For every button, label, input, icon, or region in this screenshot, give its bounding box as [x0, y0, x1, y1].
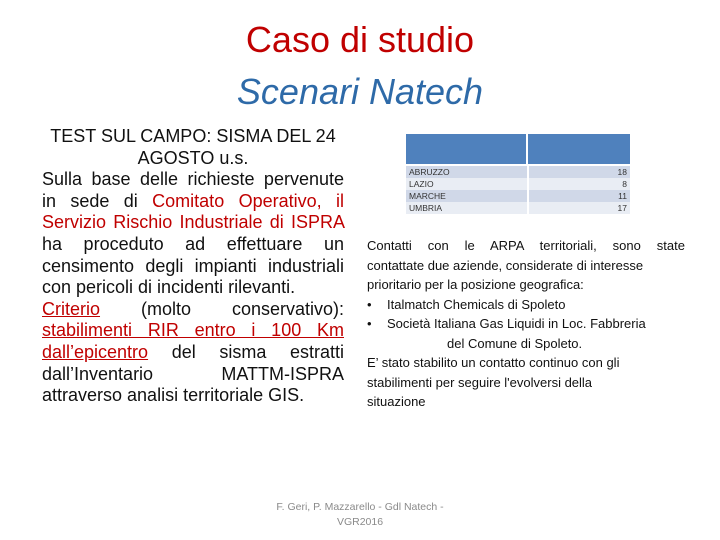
region-name: LAZIO: [406, 178, 529, 190]
p1-text-c: ha proceduto ad effettuare un censimento degli impianti industriali con pericoli di incidenti rilevanti.: [42, 233, 344, 298]
slide-footer: [270, 500, 450, 530]
p1-highlight: Comitato Operativo, il Servizio Rischio Industriale di ISPRA: [42, 190, 344, 233]
table-header-cell: [528, 134, 630, 164]
bullet-icon: •: [367, 296, 372, 312]
left-paragraph-1: [42, 169, 344, 299]
table-row: [406, 190, 630, 202]
left-paragraph-2: [42, 299, 344, 407]
bullet-item-2: [367, 314, 685, 334]
bullet-item-2-continuation: del Comune di Spoleto.: [447, 335, 583, 351]
region-count: 18: [529, 166, 630, 178]
region-count: 11: [529, 190, 630, 202]
right-line-6: situazione: [367, 394, 426, 409]
table-header: [406, 134, 630, 164]
right-line-3: prioritario per la posizione geografica:: [367, 277, 584, 292]
table-row: [406, 178, 630, 190]
p1-text-a: Sulla base delle richieste pervenute in sede di: [42, 169, 344, 211]
right-line-4: E’ stato stabilito un contatto continuo con gli: [367, 355, 620, 370]
slide-title: Caso di studio: [245, 19, 475, 60]
region-name: UMBRIA: [406, 202, 529, 214]
left-text-block: [42, 126, 344, 407]
table-row: [406, 202, 630, 214]
slide-subtitle: Scenari Natech: [236, 71, 484, 112]
right-text-block: [367, 236, 685, 412]
right-line-1: Contatti con le ARPA territoriali, sono state: [367, 238, 685, 253]
left-heading: TEST SUL CAMPO: SISMA DEL 24 AGOSTO u.s.: [50, 126, 336, 168]
footer-event: VGR2016: [336, 516, 384, 528]
right-line-2: contattate due aziende, considerate di interesse: [367, 257, 644, 273]
p2-text-b: (molto conservativo):: [100, 298, 344, 319]
p2-highlight: stabilimenti RIR entro i 100 Km dall’epicentro: [42, 320, 344, 362]
right-line-5: stabilimenti per seguire l'evolversi della: [367, 374, 593, 390]
region-name: MARCHE: [406, 190, 529, 202]
footer-authors: F. Geri, P. Mazzarello - Gdl Natech -: [276, 501, 444, 513]
bullet-icon: •: [367, 316, 372, 331]
p2-criterio: Criterio: [42, 298, 101, 319]
bullet-text: Italmatch Chemicals di Spoleto: [387, 296, 566, 312]
table-header-cell: [406, 134, 528, 164]
p2-text-d: del sisma estratti dall’Inventario MATTM-ISPRA attraverso analisi territoriale GIS.: [42, 341, 344, 406]
region-table: [406, 134, 630, 212]
bullet-item-1: [367, 295, 685, 315]
region-count: 8: [529, 178, 630, 190]
bullet-text: Società Italiana Gas Liquidi in Loc. Fabbreria: [387, 316, 646, 331]
region-count: 17: [529, 202, 630, 214]
region-name: ABRUZZO: [406, 166, 529, 178]
table-row: [406, 166, 630, 178]
